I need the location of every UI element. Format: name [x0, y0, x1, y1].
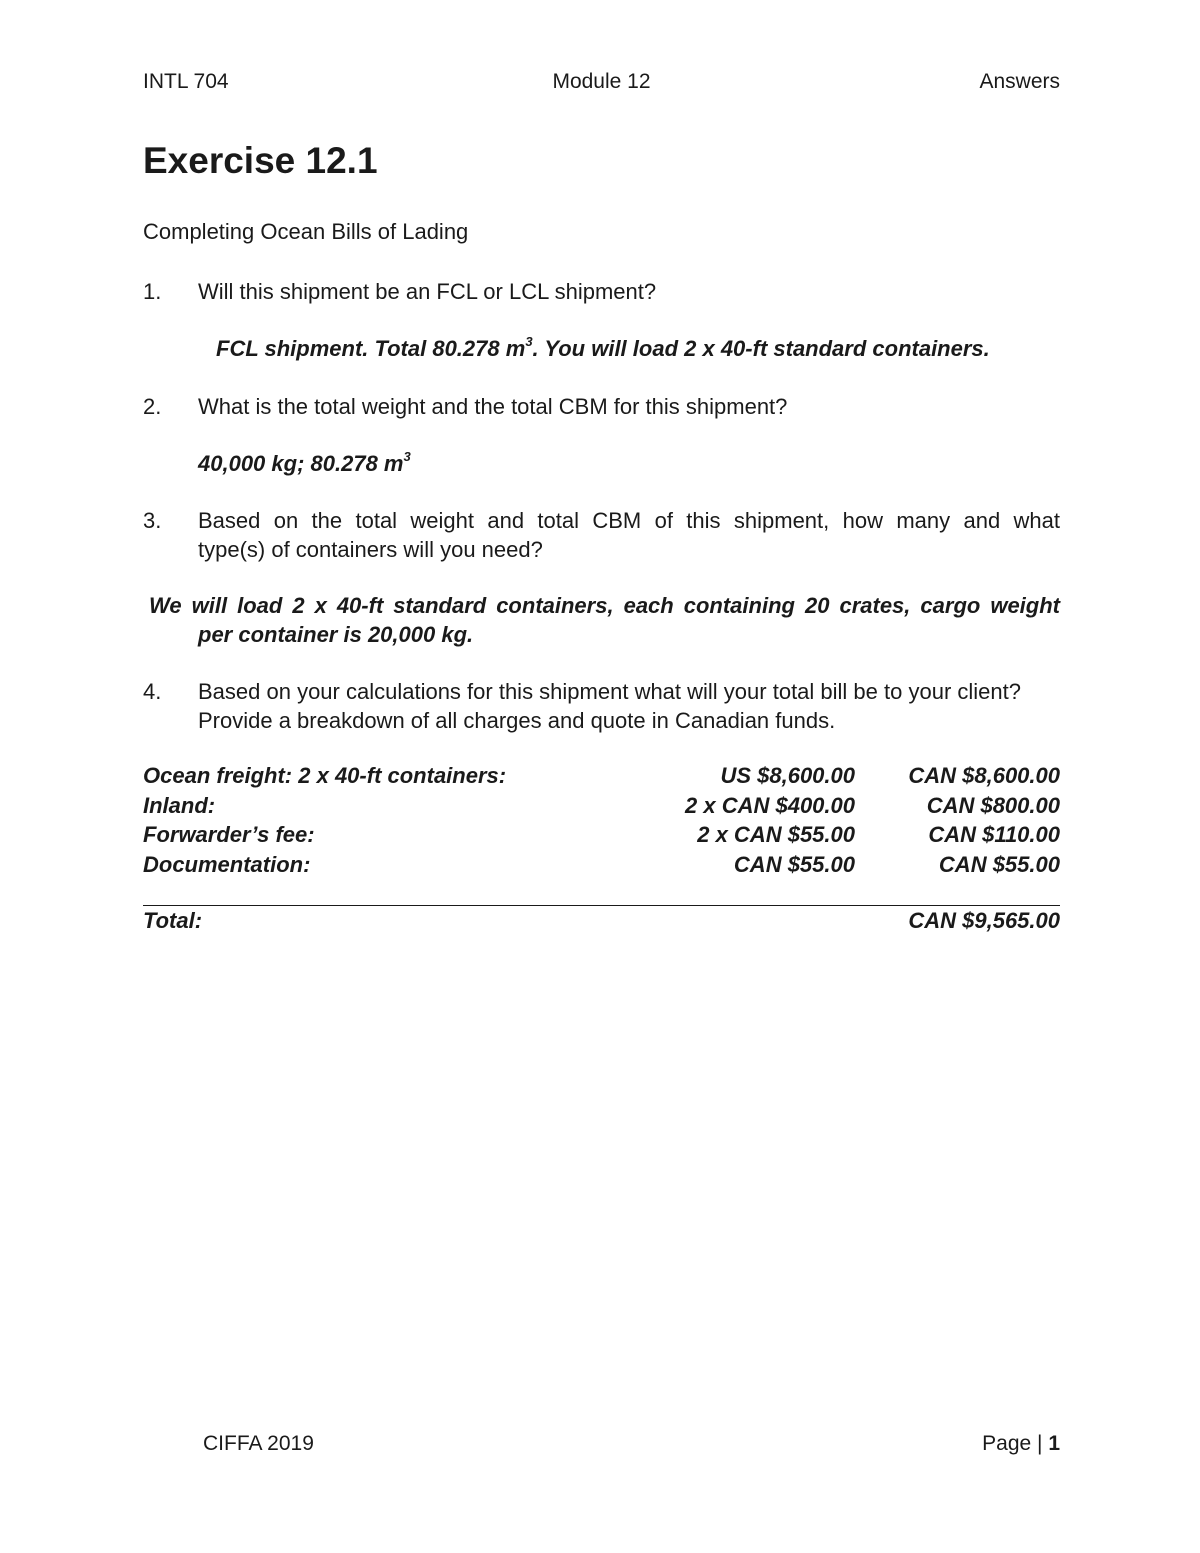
- charge-row: [143, 793, 1060, 823]
- superscript: 3: [525, 333, 533, 349]
- page-number: 1: [1048, 1432, 1060, 1455]
- charge-label: Forwarder’s fee:: [143, 822, 315, 847]
- answer-text-line: We will load 2 x 40-ft standard containers, each containing 20 crates, cargo weight: [149, 593, 1060, 618]
- question-2: [143, 392, 1060, 421]
- footer-copyright: CIFFA 2019: [203, 1432, 314, 1455]
- question-text-line: Based on the total weight and total CBM of this shipment, how many and what: [198, 508, 1060, 533]
- answer-1: [216, 334, 990, 363]
- charge-row: [143, 763, 1060, 793]
- charge-calc: US $8,600.00: [720, 763, 855, 788]
- question-number: 2.: [143, 394, 162, 419]
- total-label: Total:: [143, 908, 203, 933]
- charge-row: [143, 822, 1060, 852]
- section-label: Answers: [979, 70, 1060, 93]
- superscript: 3: [403, 448, 411, 464]
- answer-text-cont: . You will load 2 x 40-ft standard containers.: [532, 336, 990, 361]
- question-number: 4.: [143, 679, 162, 704]
- charge-label: Inland:: [143, 792, 216, 818]
- page-header: [143, 70, 1060, 100]
- answer-text-line: per container is 20,000 kg.: [198, 622, 474, 647]
- answer-text: FCL shipment. Total 80.278 m: [216, 336, 526, 361]
- question-text: What is the total weight and the total CBM for this shipment?: [198, 394, 788, 419]
- question-text-line: Provide a breakdown of all charges and quote in Canadian funds.: [198, 708, 836, 733]
- charge-amount: CAN $110.00: [928, 822, 1060, 847]
- question-1: [143, 277, 1060, 306]
- question-3: [143, 506, 1060, 564]
- answer-text: 40,000 kg; 80.278 m: [198, 451, 404, 476]
- charge-amount: CAN $55.00: [938, 851, 1060, 877]
- charge-label: Ocean freight: 2 x 40-ft containers:: [143, 763, 507, 788]
- page-indicator: [982, 1432, 1060, 1456]
- total-amount: CAN $9,565.00: [908, 908, 1060, 933]
- question-text: [198, 677, 1060, 735]
- question-text: [198, 506, 1060, 564]
- page-title: Exercise 12.1: [143, 140, 378, 181]
- question-text: Will this shipment be an FCL or LCL shipment?: [198, 279, 657, 304]
- charge-amount: CAN $8,600.00: [908, 763, 1060, 788]
- question-number: 3.: [143, 508, 162, 533]
- question-number: 1.: [143, 279, 162, 304]
- total-divider: [143, 905, 1060, 906]
- course-code: INTL 704: [143, 70, 229, 93]
- question-text-line: type(s) of containers will you need?: [198, 537, 543, 562]
- answer-2: [198, 449, 411, 478]
- exercise-subtitle: Completing Ocean Bills of Lading: [143, 219, 469, 244]
- page-label: Page |: [982, 1432, 1049, 1455]
- module-label: Module 12: [552, 70, 651, 93]
- question-text-line: Based on your calculations for this shipment what will your total bill be to your client?: [198, 679, 1021, 704]
- answer-3: [143, 591, 1060, 649]
- charge-amount: CAN $800.00: [926, 792, 1060, 818]
- charges-table: [143, 763, 1060, 881]
- charge-label: Documentation:: [143, 851, 311, 877]
- charge-calc: CAN $55.00: [733, 851, 855, 877]
- charge-calc: 2 x CAN $55.00: [697, 822, 855, 847]
- charge-row: [143, 852, 1060, 882]
- charge-calc: 2 x CAN $400.00: [685, 792, 855, 818]
- question-4: [143, 677, 1060, 735]
